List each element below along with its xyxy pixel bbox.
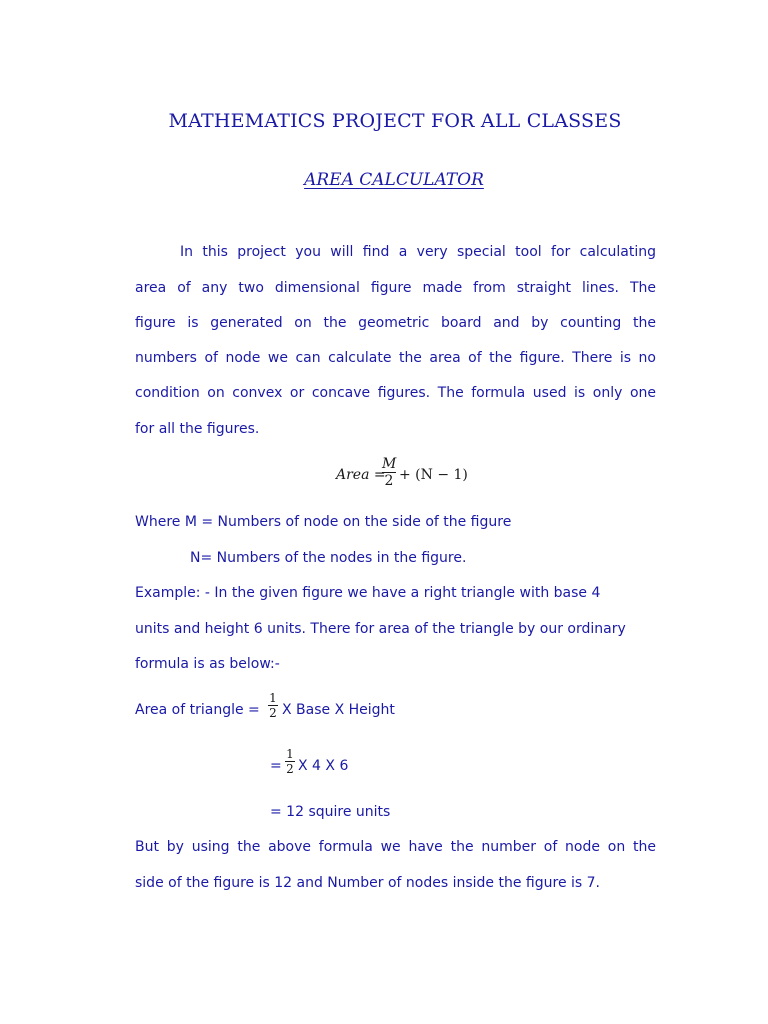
calc-line-1 [135, 701, 260, 719]
conclusion-line: side of the figure is 12 and Number of nodes inside the figure is 7. [135, 875, 601, 891]
conclusion-line: But by using the above formula we have the number of node on the [135, 839, 656, 855]
example-line: formula is as below:- [135, 656, 280, 672]
intro-line: figure is generated on the geometric board and by counting the [135, 315, 656, 331]
calc-line-2-suffix: X 4 X 6 [298, 758, 349, 774]
half-fraction [285, 748, 295, 775]
formula-fraction [382, 457, 396, 488]
example-line: Example: - In the given figure we have a right triangle with base 4 [135, 585, 601, 601]
intro-line: numbers of node we can calculate the area of the figure. There is no [135, 350, 656, 366]
calc-line-3: = 12 squire units [270, 804, 391, 820]
intro-line: for all the figures. [135, 421, 260, 437]
half-numerator: 1 [286, 747, 294, 761]
calc-line-2-prefix: = [270, 758, 282, 774]
intro-line: area of any two dimensional figure made from straight lines. The [135, 280, 656, 296]
formula-lhs: Area = [336, 467, 386, 483]
half-numerator: 1 [269, 691, 277, 705]
formula-rhs: + (N − 1) [399, 467, 468, 483]
formula-numerator: M [382, 456, 397, 472]
intro-line: condition on convex or concave figures. The formula used is only one [135, 385, 656, 401]
page-title: MATHEMATICS PROJECT FOR ALL CLASSES [168, 110, 622, 132]
half-fraction [268, 692, 278, 719]
page-subtitle: AREA CALCULATOR [304, 170, 484, 190]
half-denominator: 2 [269, 706, 277, 720]
formula-denominator: 2 [384, 473, 394, 489]
half-denominator: 2 [286, 762, 294, 776]
intro-line: In this project you will find a very special tool for calculating [180, 244, 656, 260]
calc-line-1-prefix: Area of triangle = [135, 702, 260, 718]
example-line: units and height 6 units. There for area of the triangle by our ordinary [135, 621, 626, 637]
definition-m: Where M = Numbers of node on the side of the figure [135, 514, 512, 530]
calc-line-1-suffix: X Base X Height [282, 702, 395, 718]
definition-n: N= Numbers of the nodes in the figure. [190, 550, 467, 566]
